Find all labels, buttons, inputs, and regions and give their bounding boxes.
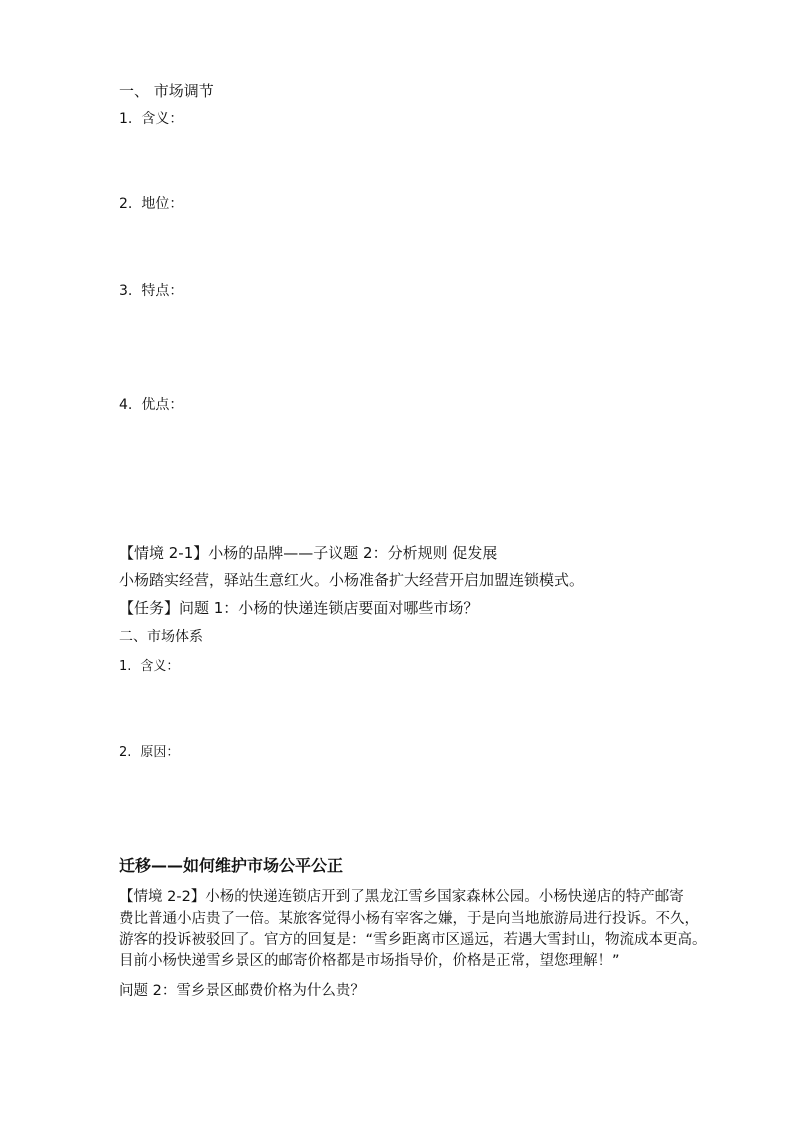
transfer-paragraph-line: 游客的投诉被驳回了。官方的回复是：“雪乡距离市区遥远，若遇大雪封山，物流成本更高。 — [119, 932, 707, 948]
section2-item-reason — [119, 746, 179, 759]
section1-item-features — [119, 284, 183, 298]
transfer-title: 迁移——如何维护市场公平公正 — [119, 856, 344, 875]
scenario1-title: 【情境 2-1】小杨的品牌——子议题 2：分析规则 促发展 — [119, 544, 498, 562]
section1-heading: 一、 市场调节 — [119, 82, 214, 100]
transfer-paragraph-line: 目前小杨快递雪乡景区的邮寄价格都是市场指导价，价格是正常，望您理解！” — [119, 953, 620, 969]
scenario1-task: 【任务】问题 1：小杨的快递连锁店要面对哪些市场？ — [119, 599, 479, 617]
item-label: 含义： — [140, 659, 180, 674]
transfer-paragraph-line: 费比普通小店贵了一倍。某旅客觉得小杨有宰客之嫌，于是向当地旅游局进行投诉。不久， — [119, 911, 699, 927]
item-number: 2. — [119, 196, 133, 212]
item-number: 1. — [119, 111, 133, 127]
item-number: 1. — [119, 659, 132, 674]
section2-heading: 二、市场体系 — [119, 629, 203, 645]
item-label: 原因： — [140, 745, 180, 760]
section1-item-advantages — [119, 398, 183, 412]
section1-item-status — [119, 197, 183, 211]
transfer-question: 问题 2：雪乡景区邮费价格为什么贵？ — [119, 983, 365, 999]
item-number: 2. — [119, 745, 132, 760]
item-label: 特点： — [141, 283, 184, 299]
section2-item-meaning — [119, 660, 179, 673]
scenario1-text: 小杨踏实经营，驿站生意红火。小杨准备扩大经营开启加盟连锁模式。 — [119, 571, 585, 589]
item-number: 3. — [119, 283, 133, 299]
transfer-paragraph-line: 【情境 2-2】小杨的快递连锁店开到了黑龙江雪乡国家森林公园。小杨快递店的特产邮寄 — [119, 889, 684, 905]
section1-item-meaning — [119, 112, 183, 126]
item-label: 含义： — [141, 111, 184, 127]
item-label: 地位： — [141, 196, 184, 212]
item-number: 4. — [119, 397, 133, 413]
item-label: 优点： — [141, 397, 184, 413]
